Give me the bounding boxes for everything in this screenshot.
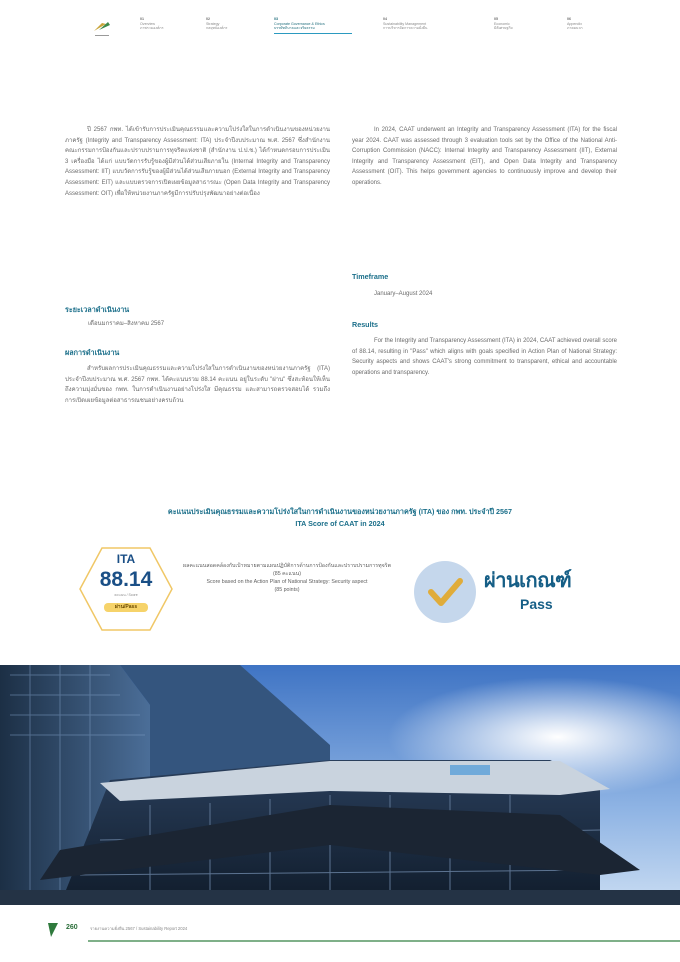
nav-item-subtitle: กลยุทธ์องค์กร [206,26,228,31]
nav-item-subtitle: การบริหารจัดการความยั่งยืน [383,26,428,31]
score-description-thai: ผลคะแนนสอดคล้องกับเป้าหมายตามแผนปฏิบัติการด้านการป้องกันและปราบปรามการทุจริต (85 คะแนน) [182,563,392,577]
nav-item-subtitle: ภาคผนวก [567,26,583,31]
top-navigation [0,0,680,52]
nav-item-sustainability[interactable] [383,17,427,31]
nav-item-subtitle: ภาพรวมองค์กร [140,26,164,31]
th-results-paragraph: สำหรับผลการประเมินคุณธรรมและความโปร่งใสในการดำเนินงานของหน่วยงานภาครัฐ (ITA) ประจำปีงบประมาณ พ.ศ. 2567 กพท. ได้คะแนนรวม 88.14 คะแนน อยู่ในระดับ "ผ่าน" ซึ่งสะท้อนให้เห็นถึงความมุ่งมั่นของ กพท. ในการดำเนินงานอย่างโปร่งใส มีคุณธรรม และสามารถตรวจสอบได้ รวมถึงการเปิดเผยข้อมูลต่อสาธารณชนอย่างครบถ้วน [65,366,330,404]
pass-label-english: Pass [520,596,553,612]
nav-item-overview[interactable] [140,17,164,31]
page-number: 260 [66,924,78,931]
nav-item-economic[interactable] [494,17,513,31]
nav-item-title: Appendix [567,21,582,26]
nav-item-number: 06 [567,17,571,21]
score-title-english: ITA Score of CAAT in 2024 [295,519,385,528]
nav-item-title: Overview [140,21,155,26]
footer-divider [88,940,680,942]
pass-label-thai: ผ่านเกณฑ์ [484,570,572,592]
nav-item-title: Sustainability Management [383,21,427,26]
score-section-title [120,506,560,530]
th-results-heading: ผลการดำเนินงาน [65,348,120,357]
nav-item-strategy[interactable] [206,17,227,31]
en-timeframe-text: January–August 2024 [374,291,433,297]
ita-score-value: 88.14 [99,568,153,591]
page-footer [0,920,680,950]
nav-item-title: Corporate Governance & Ethics [274,21,325,26]
th-timeframe-text: เดือนมกราคม–สิงหาคม 2567 [88,321,165,327]
building-illustration [0,665,680,905]
en-results-paragraph: For the Integrity and Transparency Assessment (ITA) in 2024, CAAT achieved overall score of 88.14, resulting in "Pass" which aligns with goals specified in Action Plan of National Strategy: Security aspects and shows CAAT's strong commitment to transparent, ethical and accountable operations and transparency. [352,338,617,376]
th-timeframe-heading: ระยะเวลาดำเนินงาน [65,305,130,314]
nav-item-number: 05 [494,17,498,21]
nav-item-number: 03 [274,17,278,21]
score-description-points: (85 points) [274,587,300,593]
score-title-thai: คะแนนประเมินคุณธรรมและความโปร่งใสในการดำเนินงานของหน่วยงานภาครัฐ (ITA) ของ กพท. ประจำปี 2567 [167,507,513,516]
footer-report-title: รายงานความยั่งยืน 2567 / Sustainability Report 2024 [90,926,188,931]
pass-check-icon [414,561,476,623]
th-intro-paragraph: ปี 2567 กพท. ได้เข้ารับการประเมินคุณธรรมและความโปร่งใสในการดำเนินงานของหน่วยงานภาครัฐ (Integrity and Transparency Assessment: ITA) ประจำปีงบประมาณ พ.ศ. 2567 ซึ่งสำนักงานคณะกรรมการป้องกันและปราบปรามการทุจริตแห่งชาติ (สำนักงาน ป.ป.ช.) ได้กำหนดกรอบการประเมิน 3 เครื่องมือ ได้แก่ แบบวัดการรับรู้ของผู้มีส่วนได้ส่วนเสียภายใน (Internal Integrity and Transparency Assessment: IIT) แบบวัดการรับรู้ของผู้มีส่วนได้ส่วนเสียภายนอก (External Integrity and Transparency Assessment: EIT) และแบบตรวจการเปิดเผยข้อมูลสาธารณะ (Open Data Integrity and Transparency Assessment: OIT) เพื่อให้หน่วยงานภาครัฐมีการปรับปรุงพัฒนาอย่างต่อเนื่อง [65,127,330,197]
chevron-icon [46,921,64,939]
score-description [182,562,392,594]
nav-item-number: 02 [206,17,210,21]
ita-score-unit: คะแนน / Score [114,593,138,597]
nav-item-number: 01 [140,17,144,21]
nav-item-governance[interactable] [274,17,352,34]
nav-item-title: Strategy [206,21,220,26]
nav-item-appendix[interactable] [567,17,583,31]
nav-item-subtitle: มิติเศรษฐกิจ [494,26,513,31]
pass-badge: ผ่าน/Pass [104,603,148,612]
ita-score-hexagon [78,546,174,632]
caat-logo-icon[interactable] [90,16,114,40]
nav-item-subtitle: บรรษัทภิบาลและจริยธรรม [274,26,315,31]
score-description-english: Score based on the Action Plan of National Strategy: Security aspect [206,579,368,585]
ita-logo: ITA [116,552,136,566]
en-timeframe-heading: Timeframe [352,272,389,281]
building-photo [0,665,680,905]
active-underline [274,33,352,34]
en-results-heading: Results [352,320,378,329]
nav-item-title: Economic [494,21,510,26]
en-intro-paragraph: In 2024, CAAT underwent an Integrity and Transparency Assessment (ITA) for the fiscal year 2024. CAAT was assessed through 3 evaluation tools set by the Office of the National Anti-Corruption Commission (NACC): Internal Integrity and Transparency Assessment (IIT), External Integrity and Transparency Assessment (EIT), and Open Data Integrity and Transparency Assessment (OIT). This helps government agencies to continuously improve and develop their operations. [352,127,617,186]
nav-item-number: 04 [383,17,387,21]
